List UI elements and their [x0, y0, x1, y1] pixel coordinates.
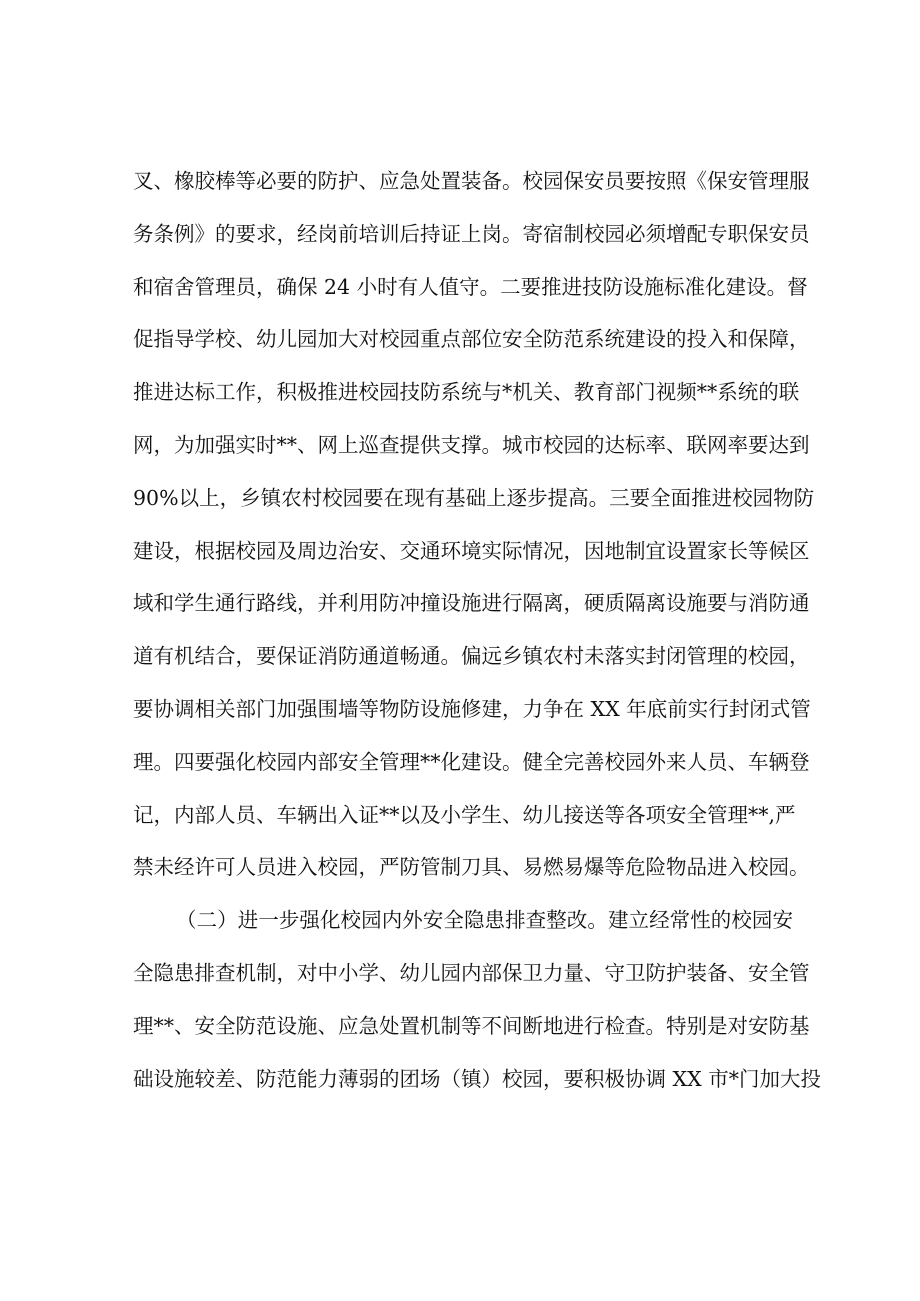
text-line: 记，内部人员、车辆出入证**以及小学生、幼儿接送等各项安全管理**,严 — [133, 802, 796, 827]
text-line: 理**、安全防范设施、应急处置机制等不间断地进行检查。特别是对安防基 — [133, 1013, 810, 1038]
text-line: 全隐患排查机制，对中小学、幼儿园内部保卫力量、守卫防护装备、安全管 — [133, 960, 810, 985]
paragraph-end-line: 禁未经许可人员进入校园，严防管制刀具、易燃易爆等危险物品进入校园。 — [133, 855, 810, 880]
body-text — [133, 155, 821, 1105]
section-heading-line: （二）进一步强化校园内外安全隐患排查整改。建立经常性的校园安 — [176, 908, 793, 933]
text-line: 网，为加强实时**、网上巡查提供支撑。城市校园的达标率、联网率要达到 — [133, 432, 810, 457]
text-line: 域和学生通行路线，并利用防冲撞设施进行隔离，硬质隔离设施要与消防通 — [133, 591, 810, 616]
text-line: 促指导学校、幼儿园加大对校园重点部位安全防范系统建设的投入和保障， — [133, 327, 810, 352]
text-line: 理。四要强化校园内部安全管理**化建设。健全完善校园外来人员、车辆登 — [133, 749, 810, 774]
text-line: 和宿舍管理员，确保 24 小时有人值守。二要推进技防设施标准化建设。督 — [133, 274, 808, 299]
text-line: 建设，根据校园及周边治安、交通环境实际情况，因地制宜设置家长等候区 — [133, 538, 810, 563]
text-line: 推进达标工作，积极推进校园技防系统与*机关、教育部门视频**系统的联 — [133, 380, 800, 405]
text-line: 90%以上，乡镇农村校园要在现有基础上逐步提高。三要全面推进校园物防 — [133, 485, 815, 510]
text-line: 叉、橡胶棒等必要的防护、应急处置装备。校园保安员要按照《保安管理服 — [133, 169, 810, 193]
text-line: 务条例》的要求，经岗前培训后持证上岗。寄宿制校园必须增配专职保安员 — [133, 221, 810, 246]
text-line: 道有机结合，要保证消防通道畅通。偏远乡镇农村未落实封闭管理的校园， — [133, 644, 810, 669]
text-line: 础设施较差、防范能力薄弱的团场（镇）校园，要积极协调 XX 市*门加大投 — [133, 1066, 821, 1091]
text-line: 要协调相关部门加强围墙等物防设施修建，力争在 XX 年底前实行封闭式管 — [133, 696, 811, 721]
